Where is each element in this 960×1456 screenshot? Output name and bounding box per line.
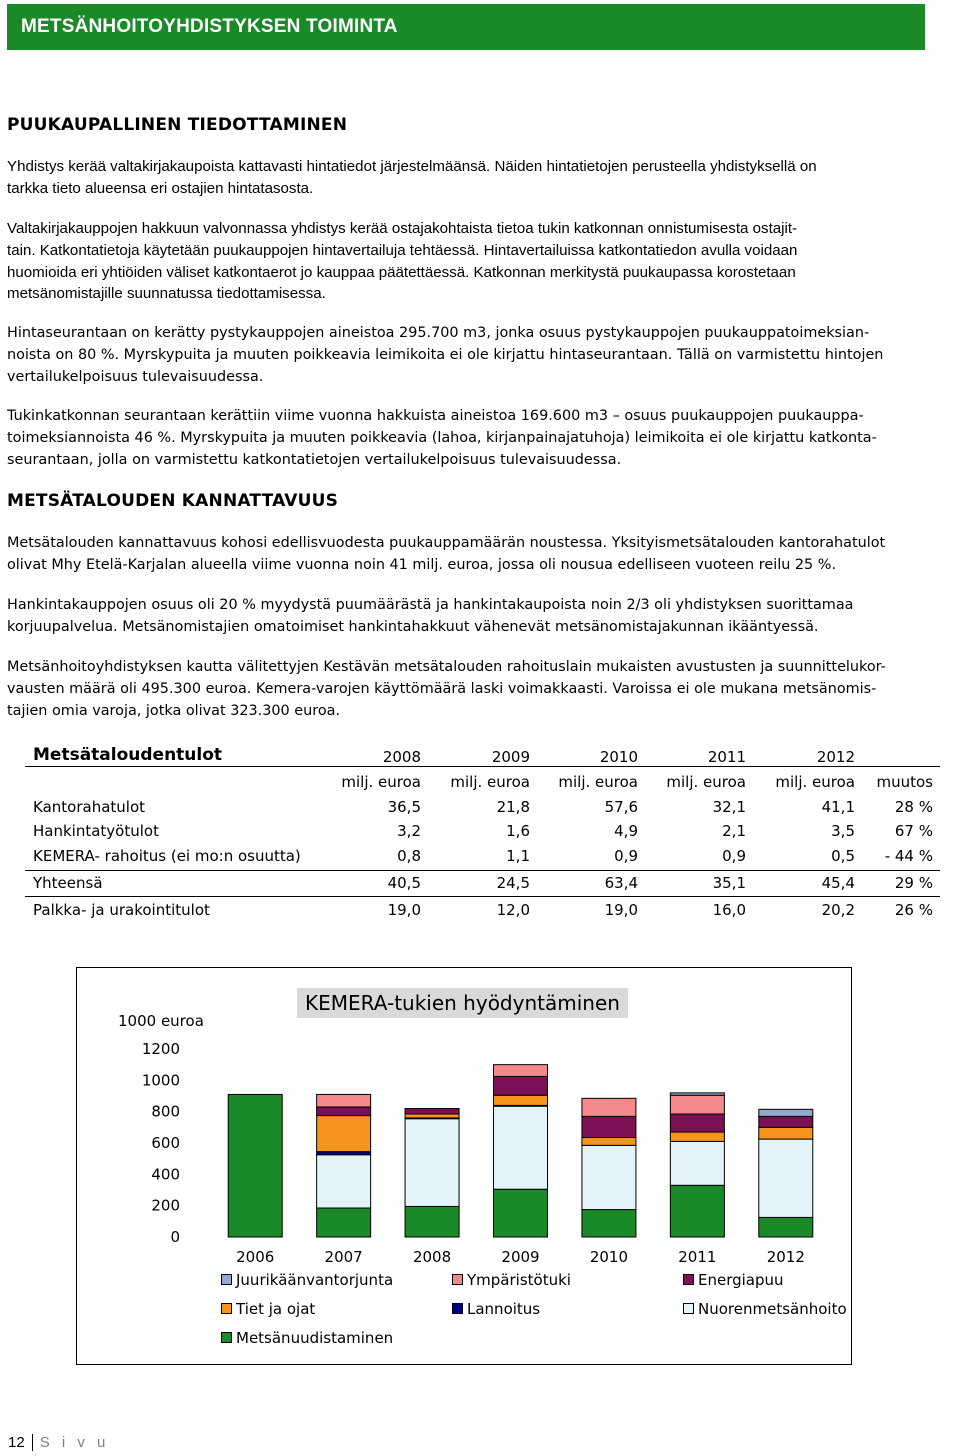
legend-item-juurikaanvantorjunta	[221, 1271, 393, 1289]
x-tick-label: 2006	[236, 1248, 275, 1266]
bar-segment-2009	[494, 1106, 548, 1189]
bar-segment-2006	[228, 1094, 282, 1237]
table-cell: 1,6	[506, 822, 530, 840]
bar-segment-2011	[670, 1132, 724, 1141]
legend-swatch	[683, 1303, 694, 1314]
table-cell: 0,8	[397, 847, 421, 865]
table-cell: 24,5	[496, 874, 530, 892]
text-line: Yhdistys kerää valtakirjakaupoista kattavasti hintatiedot järjestelmäänsä. Näiden hintatietojen perusteella yhdistyksellä on	[7, 158, 817, 175]
bar-segment-2011	[670, 1095, 724, 1114]
legend-item-lannoitus	[452, 1300, 540, 1318]
bar-segment-2011	[670, 1141, 724, 1185]
legend-swatch	[452, 1274, 463, 1285]
x-tick-label: 2009	[501, 1248, 540, 1266]
year-header: 2010	[599, 748, 638, 766]
table-cell: 20,2	[821, 901, 855, 919]
text-line: tajien omia varoja, jotka olivat 323.300 euroa.	[7, 702, 341, 719]
legend-item-nuorenmetsanhoito	[683, 1300, 847, 1318]
legend-swatch	[683, 1274, 694, 1285]
change-cell: 26 %	[894, 901, 933, 919]
page-footer	[8, 1434, 109, 1451]
table-cell: 1,1	[506, 847, 530, 865]
year-header: 2012	[816, 748, 855, 766]
bar-segment-2009	[494, 1065, 548, 1077]
row-label: Yhteensä	[33, 874, 103, 892]
text-line: noista on 80 %. Myrskypuita ja muuten poikkeavia leimikoita ei ole kirjattu hintaseurantaan. Tällä on varmistettu hintojen	[7, 346, 884, 363]
change-cell: - 44 %	[884, 847, 933, 865]
table-cell: 3,5	[831, 822, 855, 840]
text-line: Valtakirjakauppojen hakkuun valvonnassa yhdistys kerää ostajakohtaista tietoa tukin katkonnan onnistumisesta ostajit-	[7, 220, 798, 237]
table-cell: 4,9	[614, 822, 638, 840]
x-tick-label: 2007	[324, 1248, 363, 1266]
legend-label: Metsänuudistaminen	[236, 1329, 394, 1347]
bar-segment-2007	[317, 1094, 371, 1107]
text-line: vertailukelpoisuus tulevaisuudessa.	[7, 368, 264, 385]
legend-swatch	[452, 1303, 463, 1314]
row-label: Palkka- ja urakointitulot	[33, 901, 210, 919]
row-label: Kantorahatulot	[33, 798, 146, 816]
page-number: 12	[8, 1434, 33, 1451]
change-cell: 67 %	[894, 822, 933, 840]
table-cell: 19,0	[604, 901, 638, 919]
text-line: tarkka tieto alueensa eri ostajien hintatasosta.	[7, 179, 314, 197]
legend-label: Energiapuu	[698, 1271, 784, 1289]
legend-label: Nuorenmetsänhoito	[698, 1300, 847, 1318]
table-cell: 12,0	[496, 901, 530, 919]
text-line: metsänomistajille suunnatussa tiedottamisessa.	[7, 285, 326, 303]
unit-header: milj. euroa	[775, 773, 855, 791]
bar-segment-2009	[494, 1095, 548, 1105]
table-cell: 0,5	[831, 847, 855, 865]
bar-segment-2007	[317, 1116, 371, 1152]
section-heading-kannattavuus: METSÄTALOUDEN KANNATTAVUUS	[7, 491, 339, 511]
legend-item-tiet-ja-ojat	[221, 1300, 315, 1318]
bar-segment-2011	[670, 1114, 724, 1132]
legend-label: Ympäristötuki	[467, 1271, 571, 1289]
bar-segment-2007	[317, 1208, 371, 1237]
bar-segment-2011	[670, 1093, 724, 1095]
section-heading-puukauppa: PUUKAUPALLINEN TIEDOTTAMINEN	[7, 115, 348, 135]
bar-segment-2007	[317, 1155, 371, 1208]
bar-segment-2010	[582, 1116, 636, 1137]
unit-header: milj. euroa	[558, 773, 638, 791]
unit-header: muutos	[876, 773, 933, 791]
y-tick-label: 200	[151, 1196, 180, 1215]
bar-segment-2010	[582, 1145, 636, 1209]
bar-segment-2011	[670, 1185, 724, 1237]
table-cell: 21,8	[496, 798, 530, 816]
section-banner: METSÄNHOITOYHDISTYKSEN TOIMINTA	[7, 4, 925, 50]
legend-label: Tiet ja ojat	[236, 1300, 316, 1318]
bar-segment-2008	[405, 1206, 459, 1237]
page-label: S i v u	[39, 1434, 110, 1451]
x-tick-label: 2011	[678, 1248, 717, 1266]
chart-y-unit: 1000 euroa	[118, 1012, 204, 1030]
bar-segment-2012	[759, 1116, 813, 1127]
row-label: KEMERA- rahoitus (ei mo:n osuutta)	[33, 847, 301, 865]
bar-segment-2010	[582, 1210, 636, 1237]
text-line: Hintaseurantaan on kerätty pystykauppojen aineistoa 295.700 m3, jonka osuus pystykauppojen puukauppatoimeksian-	[7, 325, 870, 341]
unit-header: milj. euroa	[341, 773, 421, 791]
table-cell: 45,4	[821, 874, 855, 892]
chart-title: KEMERA-tukien hyödyntäminen	[297, 988, 628, 1018]
text-line: toimeksiannoista 46 %. Myrskypuita ja muuten poikkeavia (lahoa, kirjanpainajatuhoja) leimikoita ei ole kirjattu katkonta-	[7, 429, 877, 446]
legend-label: Lannoitus	[467, 1300, 541, 1318]
change-cell: 29 %	[894, 874, 933, 892]
text-line: korjuupalvelua. Metsänomistajien omatoimiset hankintahakkuut vähenevät metsänomistajakunnan ikääntyessä.	[7, 618, 819, 635]
bar-segment-2008	[405, 1119, 459, 1207]
x-tick-label: 2010	[589, 1248, 629, 1266]
bar-segment-2008	[405, 1114, 459, 1118]
text-line: olivat Mhy Etelä-Karjalan alueella viime vuonna noin 41 milj. euroa, jossa oli nousua edelliseen vuoteen reilu 25 %.	[7, 556, 837, 573]
legend-item-metsanuudistaminen	[221, 1329, 393, 1347]
table-cell: 32,1	[712, 798, 746, 816]
row-label: Hankintatyötulot	[33, 822, 159, 840]
bar-segment-2010	[582, 1138, 636, 1146]
text-line: Metsätalouden kannattavuus kohosi edellisvuodesta puukauppamäärän noustessa. Yksityismetsätalouden kantorahatulot	[7, 535, 886, 551]
legend-item-energiapuu	[683, 1271, 784, 1289]
unit-header: milj. euroa	[450, 773, 530, 791]
bar-segment-2008	[405, 1109, 459, 1114]
legend-swatch	[221, 1303, 232, 1314]
x-tick-label: 2012	[766, 1248, 805, 1266]
table-cell: 41,1	[821, 798, 855, 816]
table-cell: 63,4	[604, 874, 638, 892]
text-line: Hankintakauppojen osuus oli 20 % myydystä puumäärästä ja hankintakaupoista noin 2/3 oli yhdistyksen suorittamaa	[7, 597, 854, 613]
bar-segment-2009	[494, 1076, 548, 1095]
bar-segment-2007	[317, 1107, 371, 1116]
year-header: 2009	[491, 748, 530, 766]
bar-segment-2010	[582, 1098, 636, 1116]
year-header: 2011	[707, 748, 746, 766]
text-line: tain. Katkontatietoja käytetään puukauppojen hintavertailuja tehtäessä. Hintavertailuissa katkontatiedon avulla voidaan	[7, 241, 798, 259]
table-cell: 57,6	[604, 798, 638, 816]
table-cell: 35,1	[712, 874, 746, 892]
legend-item-ymparistotuki	[452, 1271, 571, 1289]
table-title: Metsätaloudentulot	[33, 745, 223, 765]
bar-segment-2012	[759, 1139, 813, 1217]
bar-segment-2012	[759, 1217, 813, 1237]
bar-segment-2012	[759, 1109, 813, 1116]
y-tick-label: 600	[151, 1134, 180, 1152]
bar-segment-2009	[494, 1189, 548, 1237]
year-header: 2008	[382, 748, 421, 766]
table-cell: 0,9	[614, 847, 638, 865]
x-tick-label: 2008	[412, 1248, 452, 1266]
legend-label: Juurikäänvantorjunta	[236, 1271, 394, 1289]
bar-segment-2012	[759, 1127, 813, 1139]
table-cell: 16,0	[712, 901, 746, 919]
table-cell: 40,5	[387, 874, 421, 892]
legend-swatch	[221, 1274, 232, 1285]
text-line: Tukinkatkonnan seurantaan kerättiin viime vuonna hakkuista aineistoa 169.600 m3 – osuus puukauppojen puukauppa-	[7, 408, 864, 424]
table-cell: 0,9	[722, 847, 746, 865]
y-tick-label: 0	[170, 1228, 180, 1246]
table-cell: 19,0	[387, 901, 421, 919]
table-cell: 36,5	[387, 798, 421, 816]
y-tick-label: 1000	[141, 1071, 180, 1090]
y-tick-label: 400	[151, 1165, 180, 1184]
change-cell: 28 %	[894, 798, 933, 816]
y-tick-label: 800	[151, 1102, 180, 1121]
unit-header: milj. euroa	[666, 773, 746, 791]
text-line: Metsänhoitoyhdistyksen kautta välitettyjen Kestävän metsätalouden rahoituslain mukaisten avustusten ja suunnittelukor-	[7, 659, 886, 675]
text-line: seurantaan, jolla on varmistettu katkontatietojen vertailukelpoisuus tulevaisuudessa.	[7, 451, 622, 468]
y-tick-label: 1200	[141, 1040, 180, 1058]
legend-swatch	[221, 1332, 232, 1343]
text-line: vausten määrä oli 495.300 euroa. Kemera-varojen käyttömäärä laski voimakkaasti. Varoissa ei ole mukana metsänomis-	[7, 680, 877, 697]
table-cell: 3,2	[397, 822, 421, 840]
text-line: huomioida eri yhtiöiden väliset katkontaerot jo kauppaa päätettäessä. Katkonnan merkitystä puukaupassa korostetaan	[7, 263, 796, 281]
table-cell: 2,1	[722, 822, 746, 840]
